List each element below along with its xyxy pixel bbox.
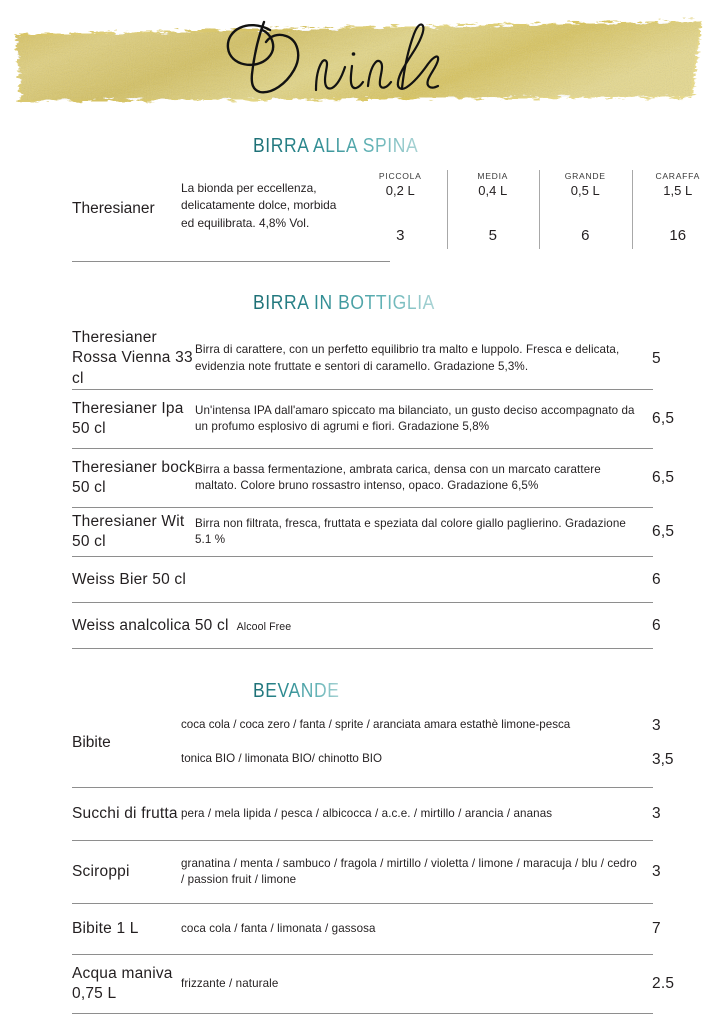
table-row[interactable]	[0, 904, 724, 954]
item-price: 6,5	[652, 469, 675, 487]
item-name-group	[0, 616, 291, 636]
table-row[interactable]	[0, 707, 724, 779]
item-variant-list	[181, 717, 724, 769]
brush-stroke-banner	[0, 0, 724, 112]
size-price: 6	[581, 226, 590, 244]
section-heading: BIRRA IN BOTTIGLIA	[253, 290, 435, 315]
size-price: 5	[488, 226, 497, 244]
item-price: 3	[652, 863, 661, 881]
item-description: La bionda per eccellenza, delicatamente dolce, morbida ed equilibrata. 4,8% Vol.	[181, 181, 337, 230]
section-heading-row	[0, 673, 724, 702]
size-volume: 0,5 L	[570, 182, 600, 198]
size-column-caraffa	[632, 166, 724, 253]
item-name: Succhi di frutta	[72, 805, 178, 823]
size-column-grande	[539, 166, 632, 253]
table-row[interactable]	[0, 788, 724, 840]
item-price: 6,5	[652, 410, 675, 428]
row-divider	[72, 1013, 653, 1014]
size-label: PICCOLA	[378, 171, 422, 181]
menu-sheet	[0, 112, 724, 1014]
item-price: 3	[652, 717, 661, 735]
size-volume: 0,4 L	[478, 182, 508, 198]
item-name: Theresianer Rossa Vienna 33 cl	[72, 328, 193, 387]
size-price: 3	[396, 226, 405, 244]
item-name: Bibite 1 L	[72, 920, 139, 938]
item-price: 6	[652, 616, 661, 634]
table-row[interactable]	[0, 841, 724, 903]
table-row[interactable]	[0, 166, 724, 253]
item-description: coca cola / fanta / limonata / gassosa	[181, 921, 376, 935]
item-note: Alcool Free	[236, 620, 292, 633]
section-birra-in-bottiglia	[0, 262, 724, 649]
item-name: Weiss Bier 50 cl	[72, 570, 187, 588]
table-row[interactable]	[0, 603, 724, 648]
item-price: 3,5	[652, 751, 674, 769]
table-row[interactable]	[0, 508, 724, 556]
item-description: Un'intensa IPA dall'amaro spiccato ma bilanciato, un gusto deciso accompagnato da un profumo esplosivo di agrumi e fiori. Gradazione 5,8%	[195, 403, 635, 434]
item-variant	[181, 717, 724, 735]
size-price-table	[346, 166, 724, 253]
item-description: tonica BIO / limonata BIO/ chinotto BIO	[181, 752, 383, 766]
item-name: Theresianer	[72, 200, 155, 218]
item-description: Birra a bassa fermentazione, ambrata carica, densa con un marcato carattere maltato. Colore bruno rossastro intenso, opaco. Gradazione 6,5%	[195, 462, 601, 493]
item-name: Theresianer bock 50 cl	[72, 458, 195, 497]
item-name: Bibite	[72, 734, 111, 752]
item-name: Sciroppi	[72, 863, 130, 881]
size-volume: 1,5 L	[663, 182, 693, 198]
section-heading-row	[0, 286, 724, 315]
size-volume: 0,2 L	[385, 182, 415, 198]
table-row[interactable]	[0, 557, 724, 602]
section-heading-row	[0, 128, 724, 157]
menu-header	[0, 0, 724, 112]
table-row[interactable]	[0, 449, 724, 507]
item-description: coca cola / coca zero / fanta / sprite / aranciata amara estathè limone-pesca	[181, 718, 571, 732]
size-label: CARAFFA	[655, 171, 701, 181]
size-label: GRANDE	[564, 171, 606, 181]
item-price: 7	[652, 920, 661, 938]
item-variant	[181, 751, 724, 769]
size-label: MEDIA	[477, 171, 509, 181]
item-name: Theresianer Ipa 50 cl	[72, 399, 184, 438]
item-name: Weiss analcolica 50 cl	[72, 616, 229, 634]
table-row[interactable]	[0, 328, 724, 389]
item-price: 5	[652, 349, 661, 367]
item-description: granatina / menta / sambuco / fragola / mirtillo / violetta / limone / maracuja / blu / cedro / passion fruit / limone	[181, 856, 637, 887]
section-heading: BIRRA ALLA SPINA	[253, 132, 419, 157]
section-birra-alla-spina	[0, 112, 724, 262]
item-price: 6	[652, 570, 661, 588]
item-price: 2.5	[652, 975, 675, 993]
size-column-media	[447, 166, 540, 253]
size-column-piccola	[354, 166, 447, 253]
item-name: Theresianer Wit 50 cl	[72, 512, 185, 551]
section-bevande	[0, 649, 724, 1014]
item-price: 6,5	[652, 523, 675, 541]
item-description: pera / mela lipida / pesca / albicocca / a.c.e. / mirtillo / arancia / ananas	[181, 806, 553, 820]
item-name: Acqua maniva 0,75 L	[72, 964, 173, 1003]
table-row[interactable]	[0, 390, 724, 448]
item-description: Birra non filtrata, fresca, fruttata e speziata dal colore giallo paglierino. Gradazione 5.1 %	[195, 516, 626, 547]
item-description: frizzante / naturale	[181, 976, 279, 990]
item-price: 3	[652, 805, 661, 823]
section-heading: BEVANDE	[253, 677, 340, 702]
table-row[interactable]	[0, 955, 724, 1013]
size-price: 16	[669, 226, 687, 244]
item-description: Birra di carattere, con un perfetto equilibrio tra malto e luppolo. Fresca e delicata, evidenzia note fruttate e sentori di caramello. Gradazione 5,3%.	[195, 342, 620, 373]
